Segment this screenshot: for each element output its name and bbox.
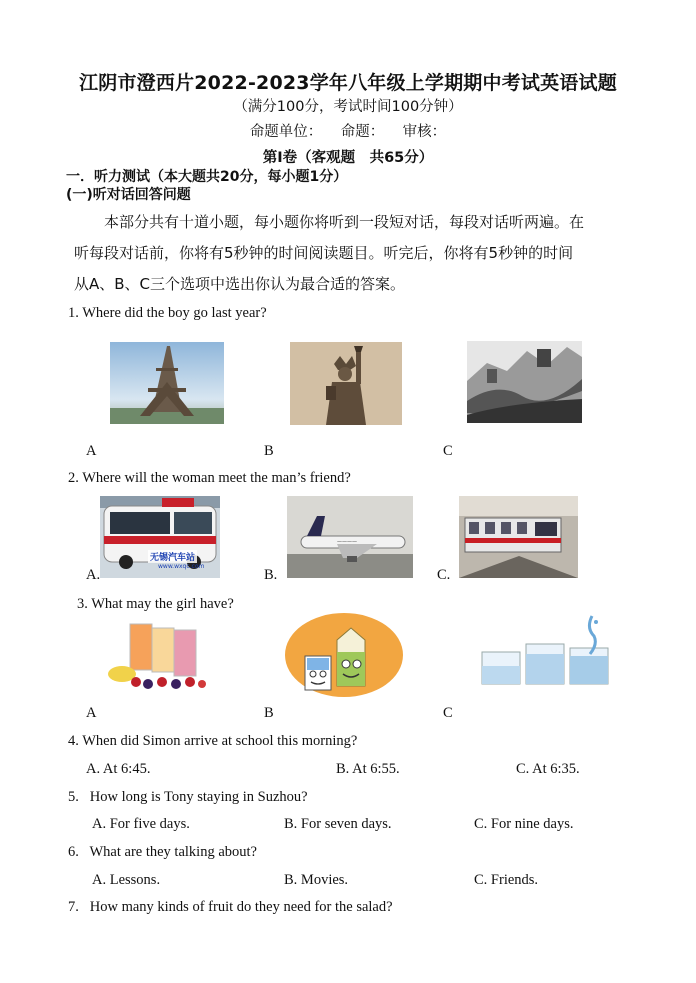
q1-option-c[interactable]: C (443, 443, 453, 459)
q4-option-a[interactable]: A. At 6:45. (86, 761, 151, 777)
q5-option-a[interactable]: A. For five days. (92, 816, 190, 832)
statue-of-liberty-image (290, 342, 402, 425)
great-wall-image (467, 341, 582, 423)
q3-option-b[interactable]: B (264, 705, 274, 721)
q6-option-a[interactable]: A. Lessons. (92, 872, 161, 888)
q1-option-b[interactable]: B (264, 443, 274, 459)
subway-train-image (459, 496, 578, 578)
water-glasses-image (478, 614, 612, 688)
instructions-line-2: 听每段对话前，你将有5秒钟的时间阅读题目。听完后，你将有5秒钟的时间 (74, 244, 574, 262)
authors-line: 命题单位： 命题： 审核： (249, 124, 447, 140)
q6-option-c[interactable]: C. Friends. (474, 872, 539, 888)
q2-option-c[interactable]: C. (437, 567, 451, 583)
question-3: 3. What may the girl have? (77, 596, 234, 612)
airplane-image (287, 496, 413, 578)
instructions-line-3: 从A、B、C三个选项中选出你认为最合适的答案。 (74, 275, 406, 293)
q3-option-c[interactable]: C (443, 705, 453, 721)
q4-option-c[interactable]: C. At 6:35. (516, 761, 580, 777)
svg-text:————: ———— (337, 539, 357, 545)
q6-option-b[interactable]: B. Movies. (284, 872, 349, 888)
instructions-line-1: 本部分共有十道小题，每小题你将听到一段短对话，每段对话听两遍。在 (104, 213, 585, 231)
score-time-note: （满分100分，考试时间100分钟） (233, 99, 463, 115)
page-title: 江阴市澄西片2022-2023学年八年级上学期期中考试英语试题 (79, 72, 617, 94)
q2-option-a[interactable]: A. (86, 567, 101, 583)
q1-option-a[interactable]: A (86, 443, 97, 459)
question-4: 4. When did Simon arrive at school this morning? (68, 733, 358, 749)
question-7: 7. How many kinds of fruit do they need for the salad? (68, 899, 393, 915)
bus-station-sign: 无锡汽车站 (148, 550, 197, 563)
question-1: 1. Where did the boy go last year? (68, 305, 267, 321)
q5-option-b[interactable]: B. For seven days. (284, 816, 392, 832)
q3-option-a[interactable]: A (86, 705, 97, 721)
q4-option-b[interactable]: B. At 6:55. (336, 761, 400, 777)
bus-station-url: www.wxqc.com (158, 563, 205, 570)
part-title: 一．听力测试（本大题共20分，每小题1分） (66, 169, 348, 185)
coach-bus-image (100, 496, 220, 578)
fruit-juice-image (106, 620, 214, 692)
question-5: 5. How long is Tony staying in Suzhou? (68, 789, 308, 805)
eiffel-tower-image (110, 342, 224, 424)
q2-option-b[interactable]: B. (264, 567, 278, 583)
q5-option-c[interactable]: C. For nine days. (474, 816, 574, 832)
question-6: 6. What are they talking about? (68, 844, 257, 860)
volume-title: 第I卷（客观题 共65分） (262, 150, 434, 166)
sub-title: (一)听对话回答问题 (66, 187, 191, 203)
question-2: 2. Where will the woman meet the man’s friend? (68, 470, 351, 486)
milk-cartons-image (285, 612, 403, 697)
